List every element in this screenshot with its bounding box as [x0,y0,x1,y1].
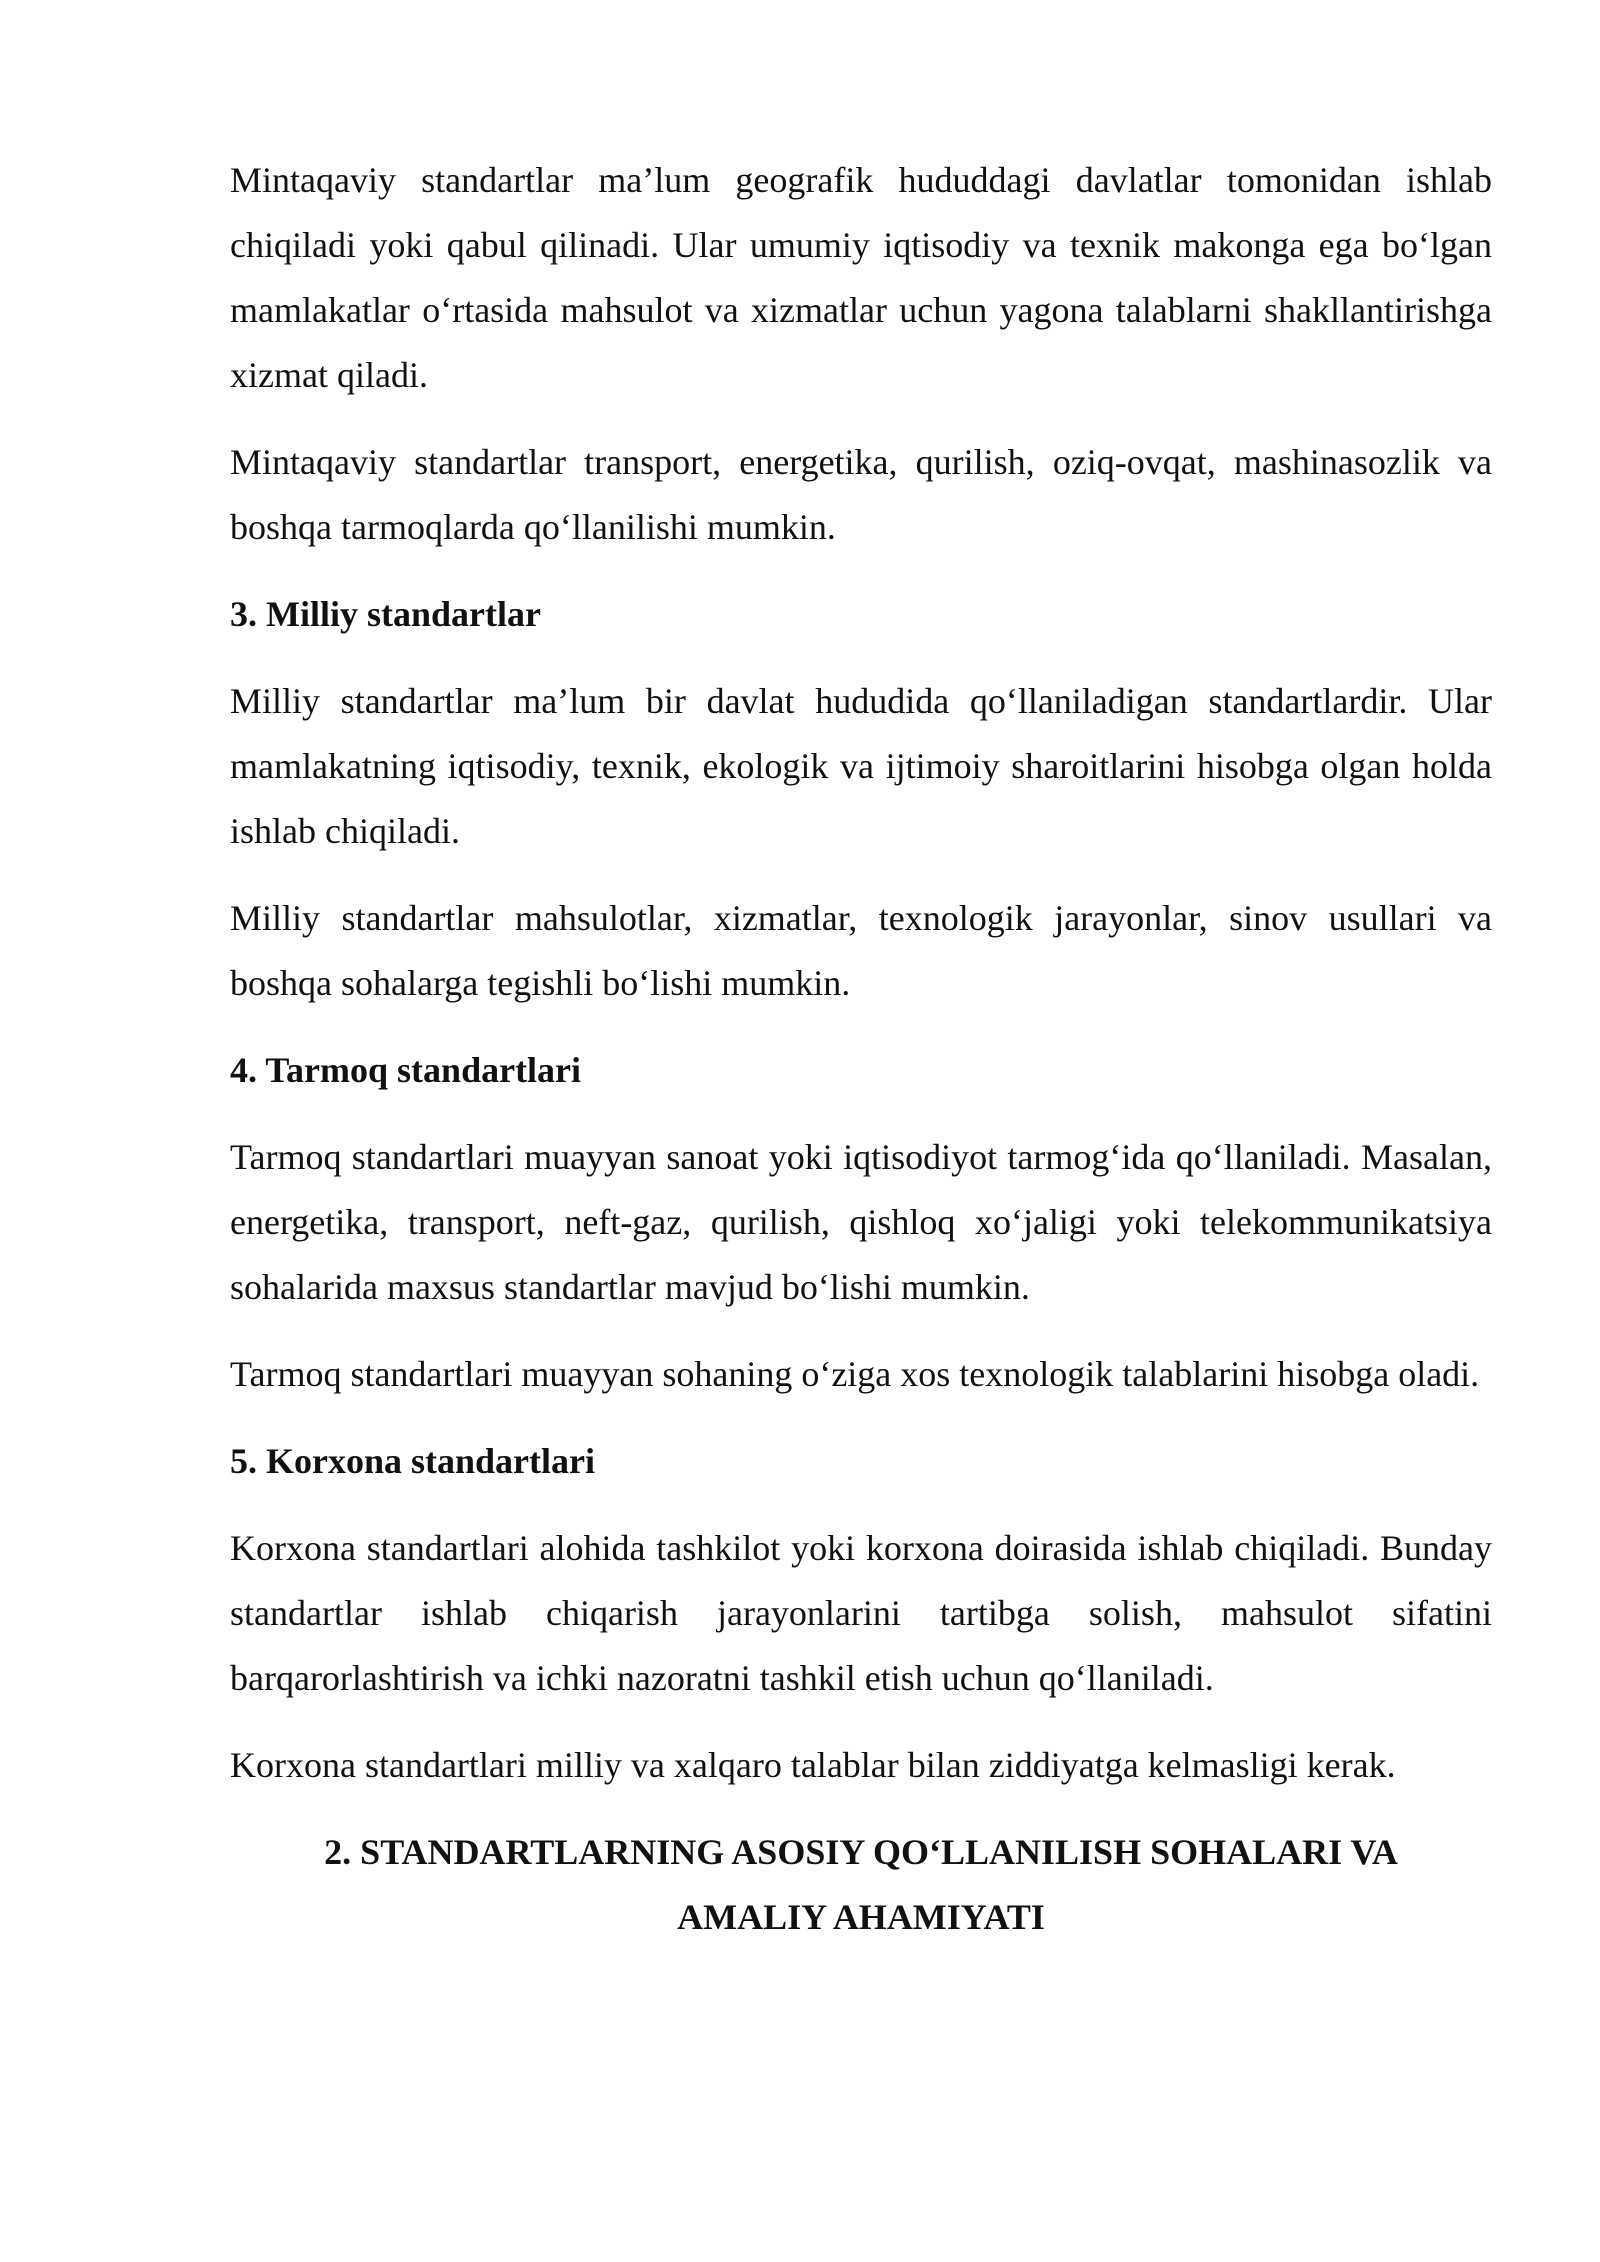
paragraph-enterprise-standards: Korxona standartlari alohida tashkilot yoki korxona doirasida ishlab chiqiladi. Bunday standartlar ishlab chiqarish jarayonlarini tartibga solish, mahsulot sifatini barqarorlashtirish va ichki nazoratni tashkil etish uchun qo‘llaniladi. [230,1528,1492,1698]
paragraph-industry-standards-scope: Tarmoq standartlari muayyan sohaning o‘ziga xos texnologik talablarini hisobga oladi. [230,1354,1480,1394]
heading-industry-standards: 4. Tarmoq standartlari [230,1050,582,1090]
heading-enterprise-standards: 5. Korxona standartlari [230,1441,595,1481]
document-page [230,148,1492,1950]
section-title [230,1820,1492,1950]
paragraph-regional-standards-scope: Mintaqaviy standartlar transport, energetika, qurilish, oziq-ovqat, mashinasozlik va boshqa tarmoqlarda qo‘llanilishi mumkin. [230,442,1492,547]
paragraph-national-standards-scope: Milliy standartlar mahsulotlar, xizmatlar, texnologik jarayonlar, sinov usullari va boshqa sohalarga tegishli bo‘lishi mumkin. [230,898,1492,1003]
section-title-line-2: AMALIY AHAMIYATI [677,1897,1045,1937]
section-title-line-1: 2. STANDARTLARNING ASOSIY QO‘LLANILISH SOHALARI VA [324,1832,1398,1872]
paragraph-national-standards: Milliy standartlar ma’lum bir davlat hududida qo‘llaniladigan standartlardir. Ular mamlakatning iqtisodiy, texnik, ekologik va ijtimoiy sharoitlarini hisobga olgan holda ishlab chiqiladi. [230,681,1492,851]
paragraph-enterprise-standards-requirement: Korxona standartlari milliy va xalqaro talablar bilan ziddiyatga kelmasligi kerak. [230,1745,1396,1785]
paragraph-industry-standards: Tarmoq standartlari muayyan sanoat yoki iqtisodiyot tarmog‘ida qo‘llaniladi. Masalan, energetika, transport, neft-gaz, qurilish, qishloq xo‘jaligi yoki telekommunikatsiya sohalarida maxsus standartlar mavjud bo‘lishi mumkin. [230,1137,1492,1307]
paragraph-regional-standards: Mintaqaviy standartlar ma’lum geografik hududdagi davlatlar tomonidan ishlab chiqiladi yoki qabul qilinadi. Ular umumiy iqtisodiy va texnik makonga ega bo‘lgan mamlakatlar o‘rtasida mahsulot va xizmatlar uchun yagona talablarni shakllantirishga xizmat qiladi. [230,160,1492,395]
heading-national-standards: 3. Milliy standartlar [230,594,541,634]
